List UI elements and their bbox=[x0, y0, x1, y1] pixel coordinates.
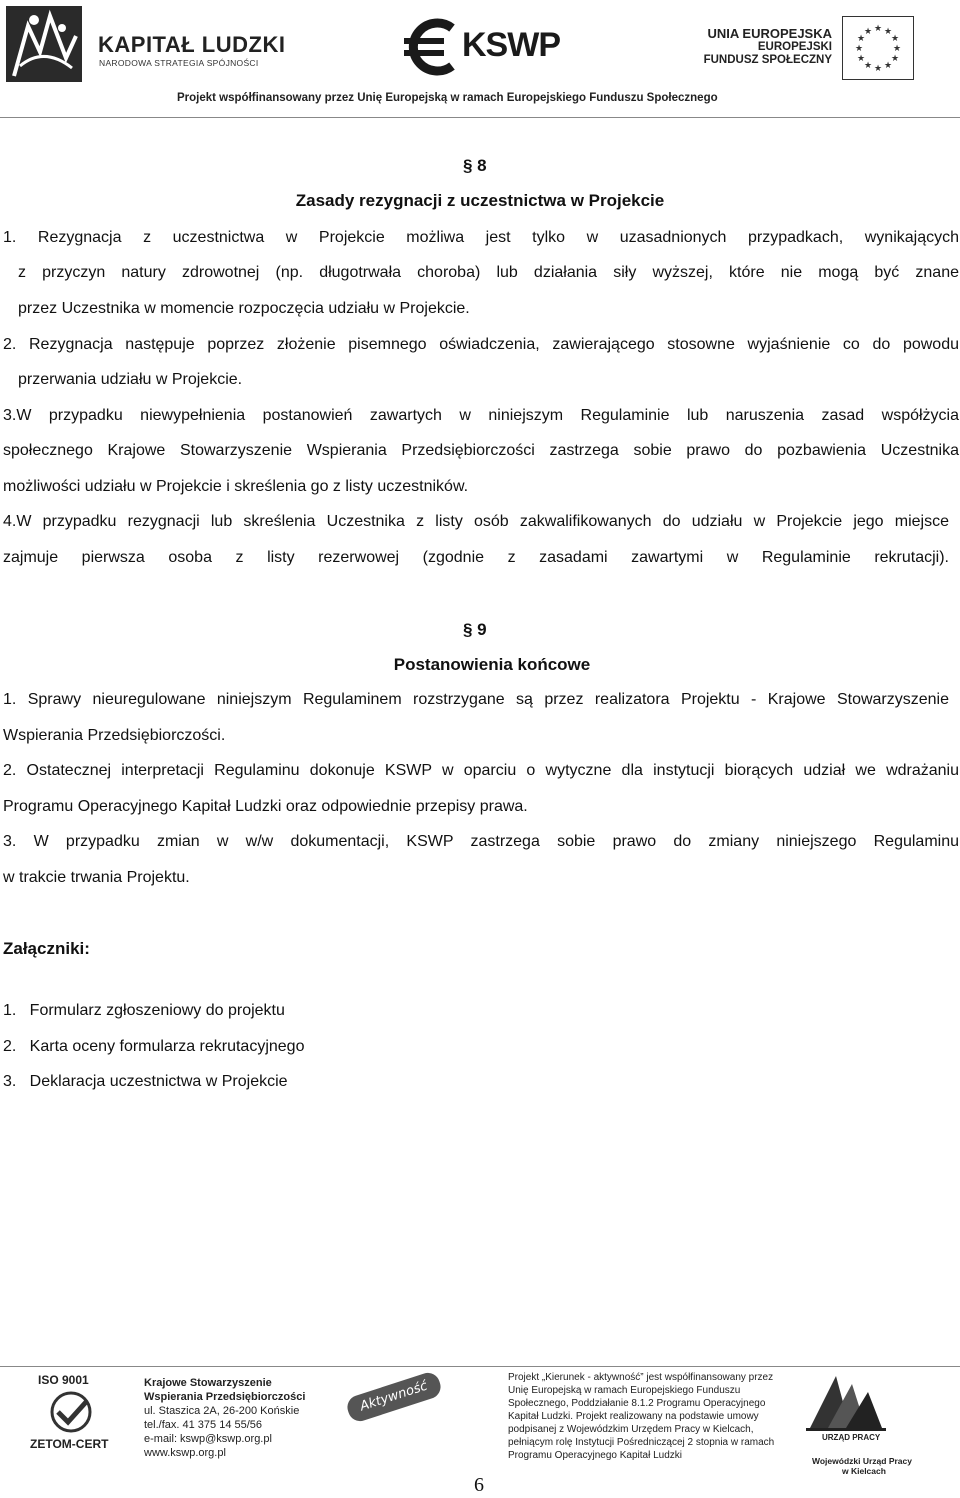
attachments-heading: Załączniki: bbox=[3, 939, 90, 958]
org-line-2: Wspierania Przedsiębiorczości bbox=[144, 1391, 306, 1403]
footer-project-line-5: podpisanej z Wojewódzkim Urzędem Pracy w Kielcach, bbox=[508, 1424, 754, 1435]
s8-p2-line-2: przerwania udziału w Projekcie. bbox=[18, 371, 243, 388]
footer-project-line-6: pełniącym rolę Instytucji Pośredniczącej 2 stopnia w ramach bbox=[508, 1437, 775, 1448]
s9-p2-line-2: Programu Operacyjnego Kapitał Ludzki oraz odpowiednie przepisy prawa. bbox=[3, 798, 528, 815]
svg-text:★: ★ bbox=[856, 34, 866, 44]
zetom-cert-logo-icon bbox=[36, 1390, 106, 1434]
eu-line-3: FUNDUSZ SPOŁECZNY bbox=[703, 54, 832, 66]
kswp-logo: KSWP bbox=[462, 26, 560, 64]
eu-line-1: UNIA EUROPEJSKA bbox=[707, 26, 832, 41]
page-number: 6 bbox=[474, 1474, 484, 1496]
section-9-title: Postanowienia końcowe bbox=[393, 655, 591, 674]
svg-text:★: ★ bbox=[873, 24, 883, 34]
svg-text:★: ★ bbox=[883, 27, 893, 37]
footer-divider bbox=[0, 1366, 960, 1367]
header-divider bbox=[0, 117, 960, 118]
s8-p4-line-2: zajmuje pierwsza osoba z listy rezerwowej (zgodnie z zasadami zawartymi w Regulaminie rekrutacji). bbox=[3, 549, 949, 566]
svg-text:★: ★ bbox=[863, 61, 873, 71]
svg-text:★: ★ bbox=[890, 34, 900, 44]
s9-p2-line-1: 2. Ostatecznej interpretacji Regulaminu dokonuje KSWP w oparciu o wytyczne dla instytucji biorących udział we wdrażaniu bbox=[3, 762, 959, 779]
org-line-1: Krajowe Stowarzyszenie bbox=[144, 1377, 272, 1389]
wup-line-2: w Kielcach bbox=[842, 1466, 886, 1476]
s8-p3-line-1: 3.W przypadku niewypełnienia postanowień zawartych w niniejszym Regulaminie lub naruszenia zasad współżycia bbox=[3, 407, 959, 424]
svg-text:★: ★ bbox=[892, 44, 902, 54]
attachment-item: 3. Deklaracja uczestnictwa w Projekcie bbox=[3, 1073, 288, 1090]
svg-text:★: ★ bbox=[883, 61, 893, 71]
kapital-ludzki-logo-icon bbox=[6, 6, 86, 86]
s8-p4-line-1: 4.W przypadku rezygnacji lub skreślenia Uczestnika z listy osób zakwalifikowanych do udziału w Projekcie jego miejsce bbox=[3, 513, 949, 530]
s9-p3-line-2: w trakcie trwania Projektu. bbox=[3, 869, 190, 886]
urzad-pracy-label: URZĄD PRACY bbox=[822, 1433, 881, 1442]
s8-p1-line-2: z przyczyn natury zdrowotnej (np. długotrwała choroba) lub działania siły wyższej, które nie mogą być znane bbox=[18, 264, 959, 281]
s8-p2-line-1: 2. Rezygnacja następuje poprzez złożenie pisemnego oświadczenia, zawierającego stosowne wyjaśnienie co do powodu bbox=[3, 336, 959, 353]
wup-line-1: Wojewódzki Urząd Pracy bbox=[812, 1456, 912, 1466]
s9-p3-line-1: 3. W przypadku zmian w w/w dokumentacji, KSWP zastrzega sobie prawo do zmiany niniejszego Regulaminu bbox=[3, 833, 959, 850]
euro-sign-icon bbox=[402, 18, 462, 76]
kl-subtitle: NARODOWA STRATEGIA SPÓJNOŚCI bbox=[99, 58, 259, 68]
svg-text:★: ★ bbox=[856, 54, 866, 64]
aktywnosc-logo bbox=[344, 1370, 443, 1424]
footer-project-line-7: Programu Operacyjnego Kapitał Ludzki bbox=[508, 1450, 682, 1461]
footer-project-line-1: Projekt „Kierunek - aktywność” jest współfinansowany przez bbox=[508, 1372, 774, 1383]
org-line-6: www.kswp.org.pl bbox=[144, 1447, 226, 1459]
kl-title: KAPITAŁ LUDZKI bbox=[98, 32, 286, 57]
urzad-pracy-logo-icon bbox=[806, 1370, 886, 1432]
s8-p3-line-3: możliwości udziału w Projekcie i skreślenia go z listy uczestników. bbox=[3, 478, 469, 495]
eu-line-2: EUROPEJSKI bbox=[757, 41, 832, 53]
svg-text:★: ★ bbox=[854, 44, 864, 54]
project-cofinancing-bar: Projekt współfinansowany przez Unię Europejską w ramach Europejskiego Funduszu Społecznego bbox=[177, 92, 718, 104]
svg-text:★: ★ bbox=[863, 27, 873, 37]
section-8-mark: § 8 bbox=[463, 156, 487, 175]
page-header bbox=[0, 0, 960, 118]
iso-label: ISO 9001 bbox=[38, 1373, 89, 1387]
section-8-title: Zasady rezygnacji z uczestnictwa w Projekcie bbox=[295, 191, 665, 210]
aktywnosc-label: Aktywność bbox=[358, 1378, 430, 1415]
attachment-item: 1. Formularz zgłoszeniowy do projektu bbox=[3, 1002, 285, 1019]
s9-p1-line-1: 1. Sprawy nieuregulowane niniejszym Regulaminem rozstrzygane są przez realizatora Projektu - Krajowe Stowarzyszenie bbox=[3, 691, 949, 708]
s8-p3-line-2: społecznego Krajowe Stowarzyszenie Wspierania Przedsiębiorczości zastrzega sobie prawo do pozbawienia Uczestnika bbox=[3, 442, 959, 459]
org-line-4: tel./fax. 41 375 14 55/56 bbox=[144, 1419, 263, 1431]
eu-flag-icon bbox=[842, 16, 914, 80]
zetom-label: ZETOM-CERT bbox=[30, 1437, 109, 1451]
footer-project-line-2: Unię Europejską w ramach Europejskiego Funduszu bbox=[508, 1385, 741, 1396]
eu-label bbox=[700, 26, 832, 67]
s9-p1-line-2: Wspierania Przedsiębiorczości. bbox=[3, 727, 226, 744]
s8-p1-line-1: 1. Rezygnacja z uczestnictwa w Projekcie możliwa jest tylko w uzasadnionych przypadkach, wynikających bbox=[3, 229, 959, 246]
footer-project-line-3: Społecznego, Poddziałanie 8.1.2 Programu Operacyjnego bbox=[508, 1398, 766, 1409]
svg-text:★: ★ bbox=[873, 64, 883, 74]
footer-project-line-4: Kapitał Ludzki. Projekt realizowany na podstawie umowy bbox=[508, 1411, 759, 1422]
svg-text:★: ★ bbox=[890, 54, 900, 64]
s8-p1-line-3: przez Uczestnika w momencie rozpoczęcia udziału w Projekcie. bbox=[18, 300, 470, 317]
section-9-mark: § 9 bbox=[463, 620, 487, 639]
org-line-3: ul. Staszica 2A, 26-200 Końskie bbox=[144, 1405, 300, 1417]
attachment-item: 2. Karta oceny formularza rekrutacyjnego bbox=[3, 1038, 305, 1055]
org-line-5: e-mail: kswp@kswp.org.pl bbox=[144, 1433, 272, 1445]
